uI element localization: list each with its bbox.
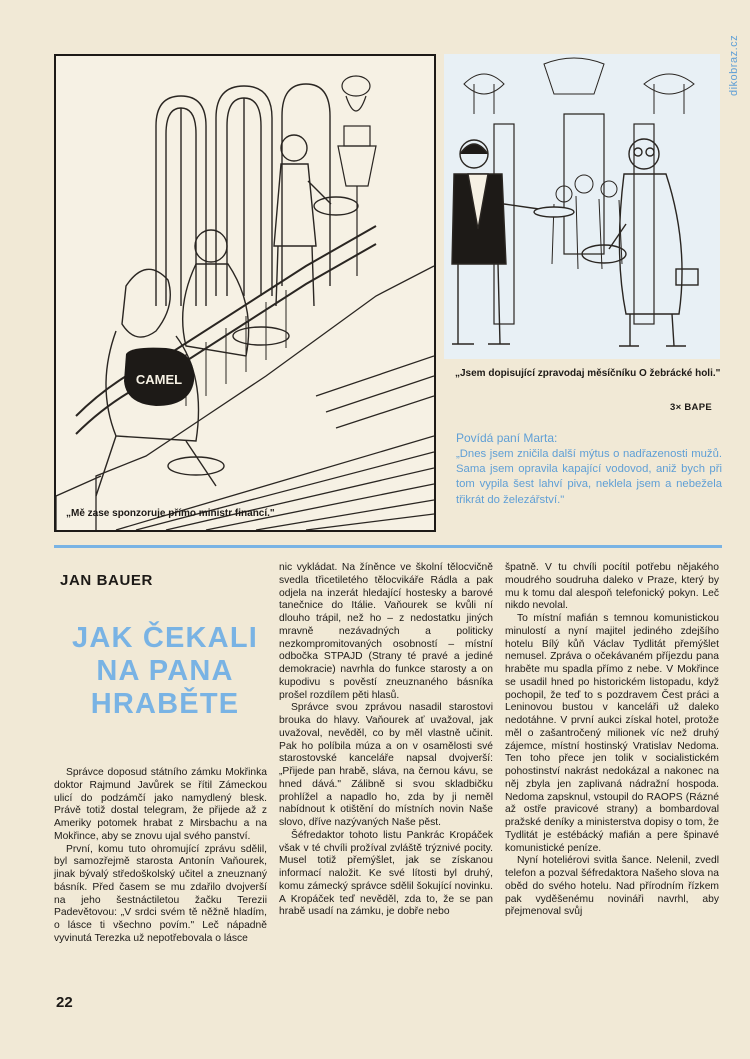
paragraph: špatně. V tu chvíli pocítil potřebu nějakého moudrého soudruha daleko v Praze, který by mu k tomu dal alespoň telefonický pokyn. Leč nikdo nevolal. <box>505 562 719 612</box>
article-author: JAN BAUER <box>60 572 153 589</box>
paragraph: Šéfredaktor tohoto listu Pankrác Kropáček však v té chvíli prožíval zvláště trýznivé pocity. Musel totiž přemýšlet, jak se získanou informací naložit. Ke své lítosti byl druhý, komu zámecký správce sdělil šokující novinku. A Kropáček teď nevěděl, zda to, že se pan hrabě usadí na zámku, je dobře nebo <box>279 829 493 918</box>
article-column-3 <box>505 562 719 919</box>
headline-line-3: HRABĚTE <box>90 688 240 720</box>
sidebar-quote-text: „Dnes jsem zničila další mýtus o nadřazenosti mužů. Sama jsem opravila kapající vodovod, aniž bych při tom vypila šest lahví piva, neklela jsem a nebežela třikrát do železářství." <box>456 448 722 506</box>
page-number: 22 <box>56 994 73 1011</box>
cartoon-left-drawing <box>56 56 434 530</box>
headline-line-2: NA PANA <box>96 655 234 687</box>
cartoon-left-caption: „Mě zase sponzoruje přímo ministr financí." <box>66 508 275 519</box>
cartoon-right-caption: „Jsem dopisující zpravodaj měsíčníku O žebrácké holi." <box>455 368 721 379</box>
paragraph: První, komu tuto ohromující zprávu sdělil, byl samozřejmě starosta Antonín Vaňourek, jinak bývalý středoškolský učitel a zneuznaný básník. Před časem se mu zdařilo dvojverší na jeho šestnáctiletou žačku Terezii Padevětovou: „V srdci svém tě něžně hladím, o lásce ti všechno povím." Leč nápadně vyvinutá Terezka už nepotřebovala o lásce <box>54 843 267 944</box>
headline-line-1: JAK ČEKALI <box>71 622 258 654</box>
article-column-1 <box>54 767 267 946</box>
article-headline <box>54 622 276 721</box>
paragraph: Nyní hoteliérovi svitla šance. Nelenil, zvedl telefon a pozval šéfredaktora Našeho slova na oběd do svého hotelu. Nad přírodním řízkem pak vyděšenému novináři navrhl, aby přejmenoval svůj <box>505 855 719 918</box>
cartoon-right <box>444 54 720 359</box>
cartoon-right-drawing <box>444 54 720 359</box>
sidebar-quote-intro: Povídá paní Marta: <box>456 431 558 445</box>
paragraph: To místní mafián s temnou komunistickou minulostí a nyní majitel jediného zdejšího hotelu Bílý kůň Václav Tydlitát přemýšlet nemusel. Zpráva o očekávaném příjezdu pana hraběte mu spadla přímo z nebe. V Mokřince se usadil hned po historickém listopadu, když pochopil, že teď to s pozdravem Čest práci a Leninovou bustou v kanceláři už daleko nedotáhne. V první aukci získal hotel, protože měl o zašantročený milionek víc než druhý zájemce, místní hostinský Vratislav Nedoma. Ten toho přece jen tolik v socialistickém pohostinství nakrást nedokázal a nakonec na něj zbyla jen zaplivaná nádražní hospoda. Nedoma zapsknul, vstoupil do RAOPS (Rázné až ostře pravicové strany) a bombardoval pražské deníky a ministerstva dopisy o tom, že Tydlitát je estébácký mafián a pere špinavé komunistické peníze. <box>505 613 719 854</box>
cartoon-credit: 3× BAPE <box>670 402 712 413</box>
paragraph: Správce doposud státního zámku Mokřinka doktor Rajmund Javůrek se řítil Zámeckou ulicí do podzámčí jako namydlený blesk. Právě totiž dostal telegram, že přijede až z Ameriky potomek hrabat z Mirsbachu a na Mokřince, aby se znovu ujal svého panství. <box>54 767 267 842</box>
paragraph: nic vykládat. Na žíněnce ve školní tělocvičně svedla třicetiletého tělocvikáře Rádla a pak odjela na inzerát hledající hostesky a barové tanečnice do Itálie. Vaňourek se kvůli ní dlouho trápil, než ho – z nedostatku jiných mravně nezávadných a politicky nezkompromitovaných osobností – místní odbočka STPAJD (Strany té pravé a jediné demokracie) navrhla do funkce starosty a on kupodivu s pověstí zneuznaného básníka prošel rozdílem pěti hlasů. <box>279 562 493 701</box>
camel-label: CAMEL <box>135 372 183 387</box>
article-column-2 <box>279 562 493 919</box>
cartoon-left <box>54 54 436 532</box>
section-divider <box>54 545 722 548</box>
paragraph: Správce svou zprávou nasadil starostovi brouka do hlavy. Vaňourek ať uvažoval, jak uvažoval, nevěděl, co by měl vlastně učinit. Pak ho políbila múza a on v osamělosti své starostovské kanceláře napsal dvojverší: „Přijede pan hrabě, sláva, na černou kávu, se hned dává." Zálibně si svou skladbičku prohlížel a napadlo ho, zda by ji neměl nabídnout k otištění do místních novin Naše slovo, dříve nazývaných Naše pěst. <box>279 702 493 828</box>
watermark: dikobraz.cz <box>728 34 740 96</box>
